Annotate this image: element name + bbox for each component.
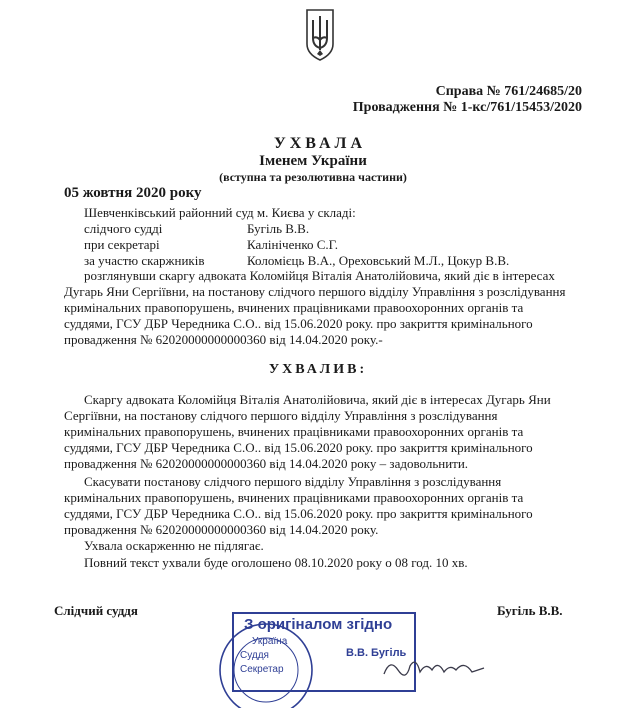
intro-line: суддями, ГСУ ДБР Чередника С.О.. від 15.06.2020 року. про закриття кримінального bbox=[64, 316, 533, 331]
document-subnote: (вступна та резолютивна частини) bbox=[219, 170, 407, 184]
signature-name: Бугіль В.В. bbox=[497, 603, 563, 618]
document-title: УХВАЛА bbox=[274, 135, 366, 152]
full-text-announcement: Повний текст ухвали буде оголошено 08.10.2020 року о 08 год. 10 хв. bbox=[84, 555, 468, 570]
decision-line: Сергіївни, на постанову слідчого першого відділу Управління з розслідування bbox=[64, 408, 498, 423]
trident-emblem-icon bbox=[301, 6, 339, 62]
decision-paragraph-1 bbox=[64, 392, 584, 472]
court-line: Шевченківський районний суд м. Києва у складі: bbox=[84, 205, 356, 220]
stamp-name: В.В. Бугіль bbox=[346, 647, 407, 659]
decision-line: Скасувати постанову слідчого першого відділу Управління з розслідування bbox=[84, 474, 502, 489]
decision-line: суддями, ГСУ ДБР Чередника С.О.. від 15.06.2020 року. про закриття кримінального bbox=[64, 506, 533, 521]
seal-text: Україна bbox=[252, 636, 288, 647]
intro-line: кримінальних правопорушень, вчинених працівниками правоохоронних органів та bbox=[64, 300, 524, 315]
proceeding-number: Провадження № 1-кс/761/15453/2020 bbox=[352, 100, 582, 115]
composition-value: Бугіль В.В. bbox=[247, 221, 310, 236]
seal-text: Суддя bbox=[240, 650, 269, 661]
composition-label: за участю скаржників bbox=[84, 253, 205, 268]
decision-line: кримінальних правопорушень, вчинених працівниками правоохоронних органів та bbox=[64, 490, 524, 505]
composition-label: слідчого судді bbox=[84, 221, 163, 236]
intro-line: Дугарь Яни Сергіївни, на постанову слідчого першого відділу Управління з розслідування bbox=[64, 284, 566, 299]
composition-value: Калініченко С.Г. bbox=[247, 237, 338, 252]
signature-label: Слідчий суддя bbox=[54, 603, 138, 618]
seal-text: Секретар bbox=[240, 664, 284, 675]
decision-line: провадження № 62020000000000360 від 14.04.2020 року. bbox=[64, 522, 379, 537]
handwritten-signature-icon bbox=[380, 652, 490, 682]
decision-paragraph-2 bbox=[64, 474, 584, 538]
stamp-title: З оригіналом згідно bbox=[244, 616, 393, 633]
intro-line: розглянувши скаргу адвоката Коломійця Віталія Анатолійовича, який діє в інтересах bbox=[84, 268, 555, 283]
document-subtitle: Іменем України bbox=[259, 153, 367, 169]
composition-value: Коломієць В.А., Ореховський М.Л., Цокур В.В. bbox=[247, 253, 510, 268]
ruling-date: 05 жовтня 2020 року bbox=[64, 185, 202, 201]
decision-line: суддями, ГСУ ДБР Чередника С.О.. від 15.06.2020 року. про закриття кримінального bbox=[64, 440, 533, 455]
decided-heading: УХВАЛИВ: bbox=[268, 362, 368, 377]
intro-paragraph bbox=[64, 268, 584, 348]
decision-line: провадження № 62020000000000360 від 14.04.2020 року – задовольнити. bbox=[64, 456, 469, 471]
decision-line: Скаргу адвоката Коломійця Віталія Анатолійовича, який діє в інтересах Дугарь Яни bbox=[84, 392, 551, 407]
case-number: Справа № 761/24685/20 bbox=[435, 84, 582, 99]
decision-line: кримінальних правопорушень, вчинених працівниками правоохоронних органів та bbox=[64, 424, 524, 439]
not-appealable-text: Ухвала оскарженню не підлягає. bbox=[84, 538, 264, 553]
composition-label: при секретарі bbox=[84, 237, 160, 252]
intro-line: провадження № 62020000000000360 від 14.04.2020 року.- bbox=[64, 332, 383, 347]
